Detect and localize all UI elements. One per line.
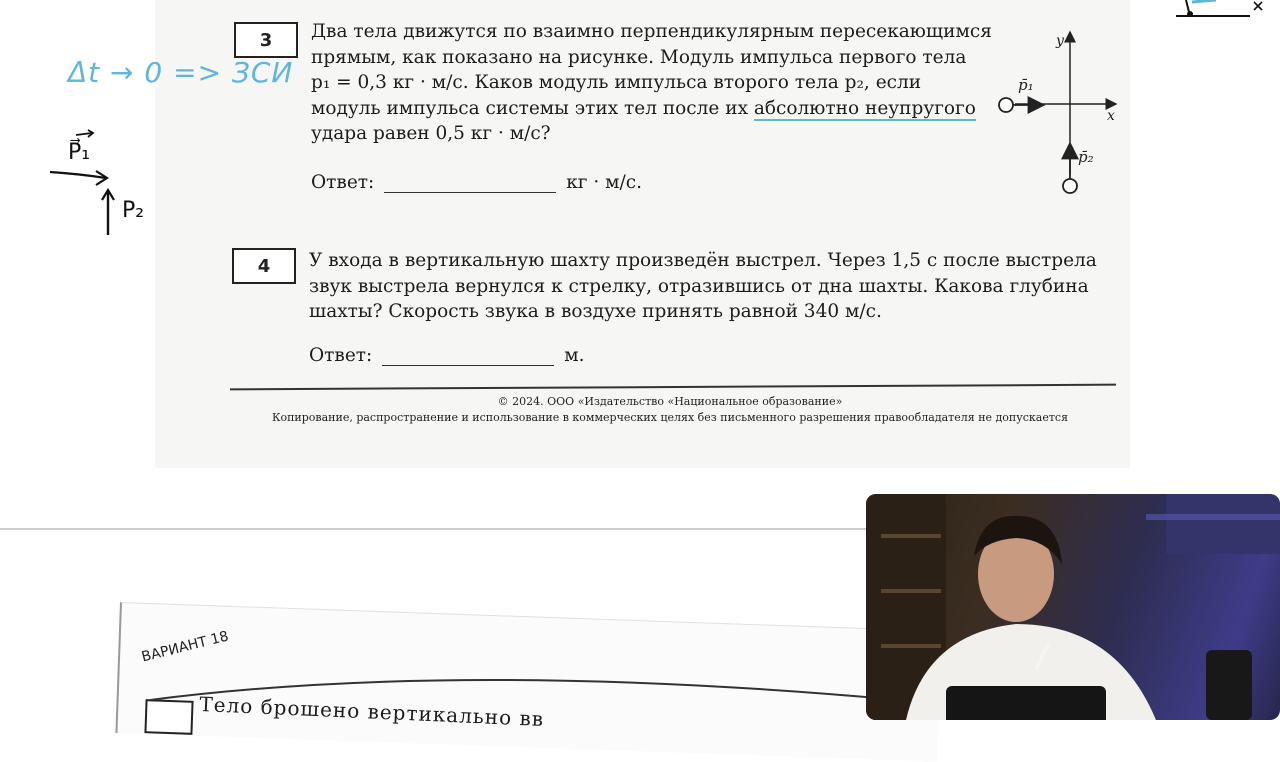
q4-line-2: звук выстрела вернулся к стрелку, отразившись от дна шахты. Какова глубина [309,275,1089,297]
q3-line-3: p₁ = 0,3 кг · м/с. Каков модуль импульса второго тела p₂, если [311,72,922,93]
webcam-scene [866,494,1280,720]
q3-answer-label: Ответ: [311,172,375,193]
q4-line-3: шахты? Скорость звука в воздухе принять равной 340 м/с. [309,301,882,322]
vector-p2-label: p̄₂ [1078,148,1094,166]
copyright-line-2: Копирование, распространение и использование в коммерческих целях без письменного разрешения правообладателя не допускается [271,411,1069,424]
q3-line-4-a: модуль импульса системы этих тел после их [311,97,748,119]
q3-line-5: удара равен 0,5 кг · м/с? [311,123,551,144]
question-4-number-text: 4 [257,255,271,277]
vector-p1-label: p̄₁ [1018,76,1034,94]
q4-answer-label: Ответ: [309,345,373,366]
corner-drawing-remnant [1176,0,1280,18]
q4-line-1: У входа в вертикальную шахту произведён выстрел. Через 1,5 с после выстрела [309,250,1097,271]
annotation-formula: Δt → 0 => ЗСИ [68,56,294,89]
webcam-overlay [866,494,1280,720]
q3-line-1: Два тела движутся по взаимно перпендикулярным пересекающимся [311,21,992,42]
question-3-number-text: 3 [259,29,273,51]
annotation-p1: P⃗₁ [68,140,91,165]
y-axis-label: y [1056,33,1064,49]
q3-line-2: прямым, как показано на рисунке. Модуль импульса первого тела [311,46,967,68]
q3-answer-unit: кг · м/с. [566,172,642,193]
next-question-text: Тело брошено вертикально вв [198,692,545,732]
q4-answer-unit: м. [564,345,585,366]
copyright-line-1: © 2024. ООО «Издательство «Национальное образование» [497,395,843,408]
variant-label: ВАРИАНТ 18 [140,628,231,666]
x-axis-label: x [1107,108,1115,124]
annotation-p2: P₂ [122,198,145,223]
q3-underlined-phrase: абсолютно неупругого [753,97,976,119]
